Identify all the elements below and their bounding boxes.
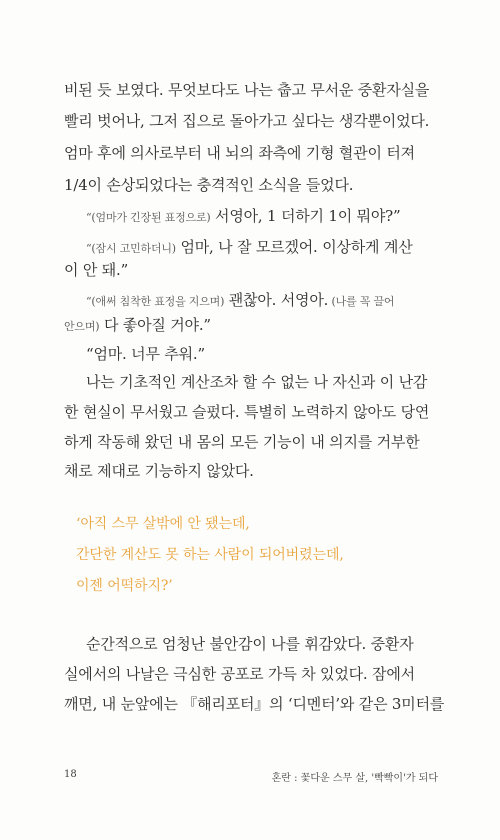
dialogue-text: 엄마, 나 잘 모르겠어. 이상하게 계산 — [175, 238, 413, 256]
dialogue-line: 이 안 돼.” — [64, 261, 129, 279]
body-line: 깨면, 내 눈앞에는 『해리포터』의 ‘디멘터’와 같은 3미터를 — [64, 695, 445, 713]
body-line: 순간적으로 엄청난 불안감이 나를 휘감았다. 중환자 — [86, 635, 414, 653]
highlight-quote-line: 간단한 계산도 못 하는 사람이 되어버렸는데, — [76, 547, 344, 563]
dialogue-text: 괜찮아. 서영아. — [224, 291, 329, 309]
highlight-quote-line: ‘아직 스무 살밖에 안 됐는데, — [76, 516, 250, 532]
dialogue-line — [86, 237, 413, 259]
body-line: 엄마 후에 의사로부터 내 뇌의 좌측에 기형 혈관이 터져 — [64, 144, 415, 162]
body-line: 비된 듯 보였다. 무엇보다도 나는 춥고 무서운 중환자실을 — [64, 81, 430, 99]
dialogue-text: 서영아, 1 더하기 1이 뭐야?” — [210, 207, 401, 225]
highlight-quote-line: 이젠 어떡하지?’ — [76, 578, 173, 594]
body-line: 채로 제대로 기능하지 않았다. — [64, 462, 254, 480]
dialogue-line: “엄마. 너무 추워.” — [86, 345, 205, 363]
body-line: 나는 기초적인 계산조차 할 수 없는 나 자신과 이 난감 — [86, 373, 428, 391]
stage-direction: “(잠시 고민하더니) — [86, 242, 176, 255]
body-line: 빨리 벗어나, 그저 집으로 돌아가고 싶다는 생각뿐이었다. — [64, 112, 430, 130]
running-title: 혼란 : 꽃다운 스무 살, '빡빡이'가 되다 — [271, 773, 438, 784]
body-line: 하게 작동해 왔던 내 몸의 모든 기능이 내 의지를 거부한 — [64, 433, 420, 451]
dialogue-line — [86, 290, 394, 312]
dialogue-text: 다 좋아질 거야.” — [99, 316, 211, 334]
page-number: 18 — [64, 769, 77, 780]
dialogue-line — [86, 206, 401, 228]
body-line: 실에서의 나날은 극심한 공포로 가득 차 있었다. 잠에서 — [64, 665, 415, 683]
body-line: 1/4이 손상되었다는 충격적인 소식을 들었다. — [64, 176, 354, 194]
stage-direction: (나를 꼭 끌어 — [328, 295, 395, 308]
stage-direction: “(애써 침착한 표정을 지으며) — [86, 295, 225, 308]
stage-direction: “(엄마가 긴장된 표정으로) — [86, 211, 211, 224]
dialogue-line — [64, 315, 211, 337]
body-line: 한 현실이 무서웠고 슬펐다. 특별히 노력하지 않아도 당연 — [64, 403, 430, 421]
stage-direction: 안으며) — [64, 320, 100, 333]
